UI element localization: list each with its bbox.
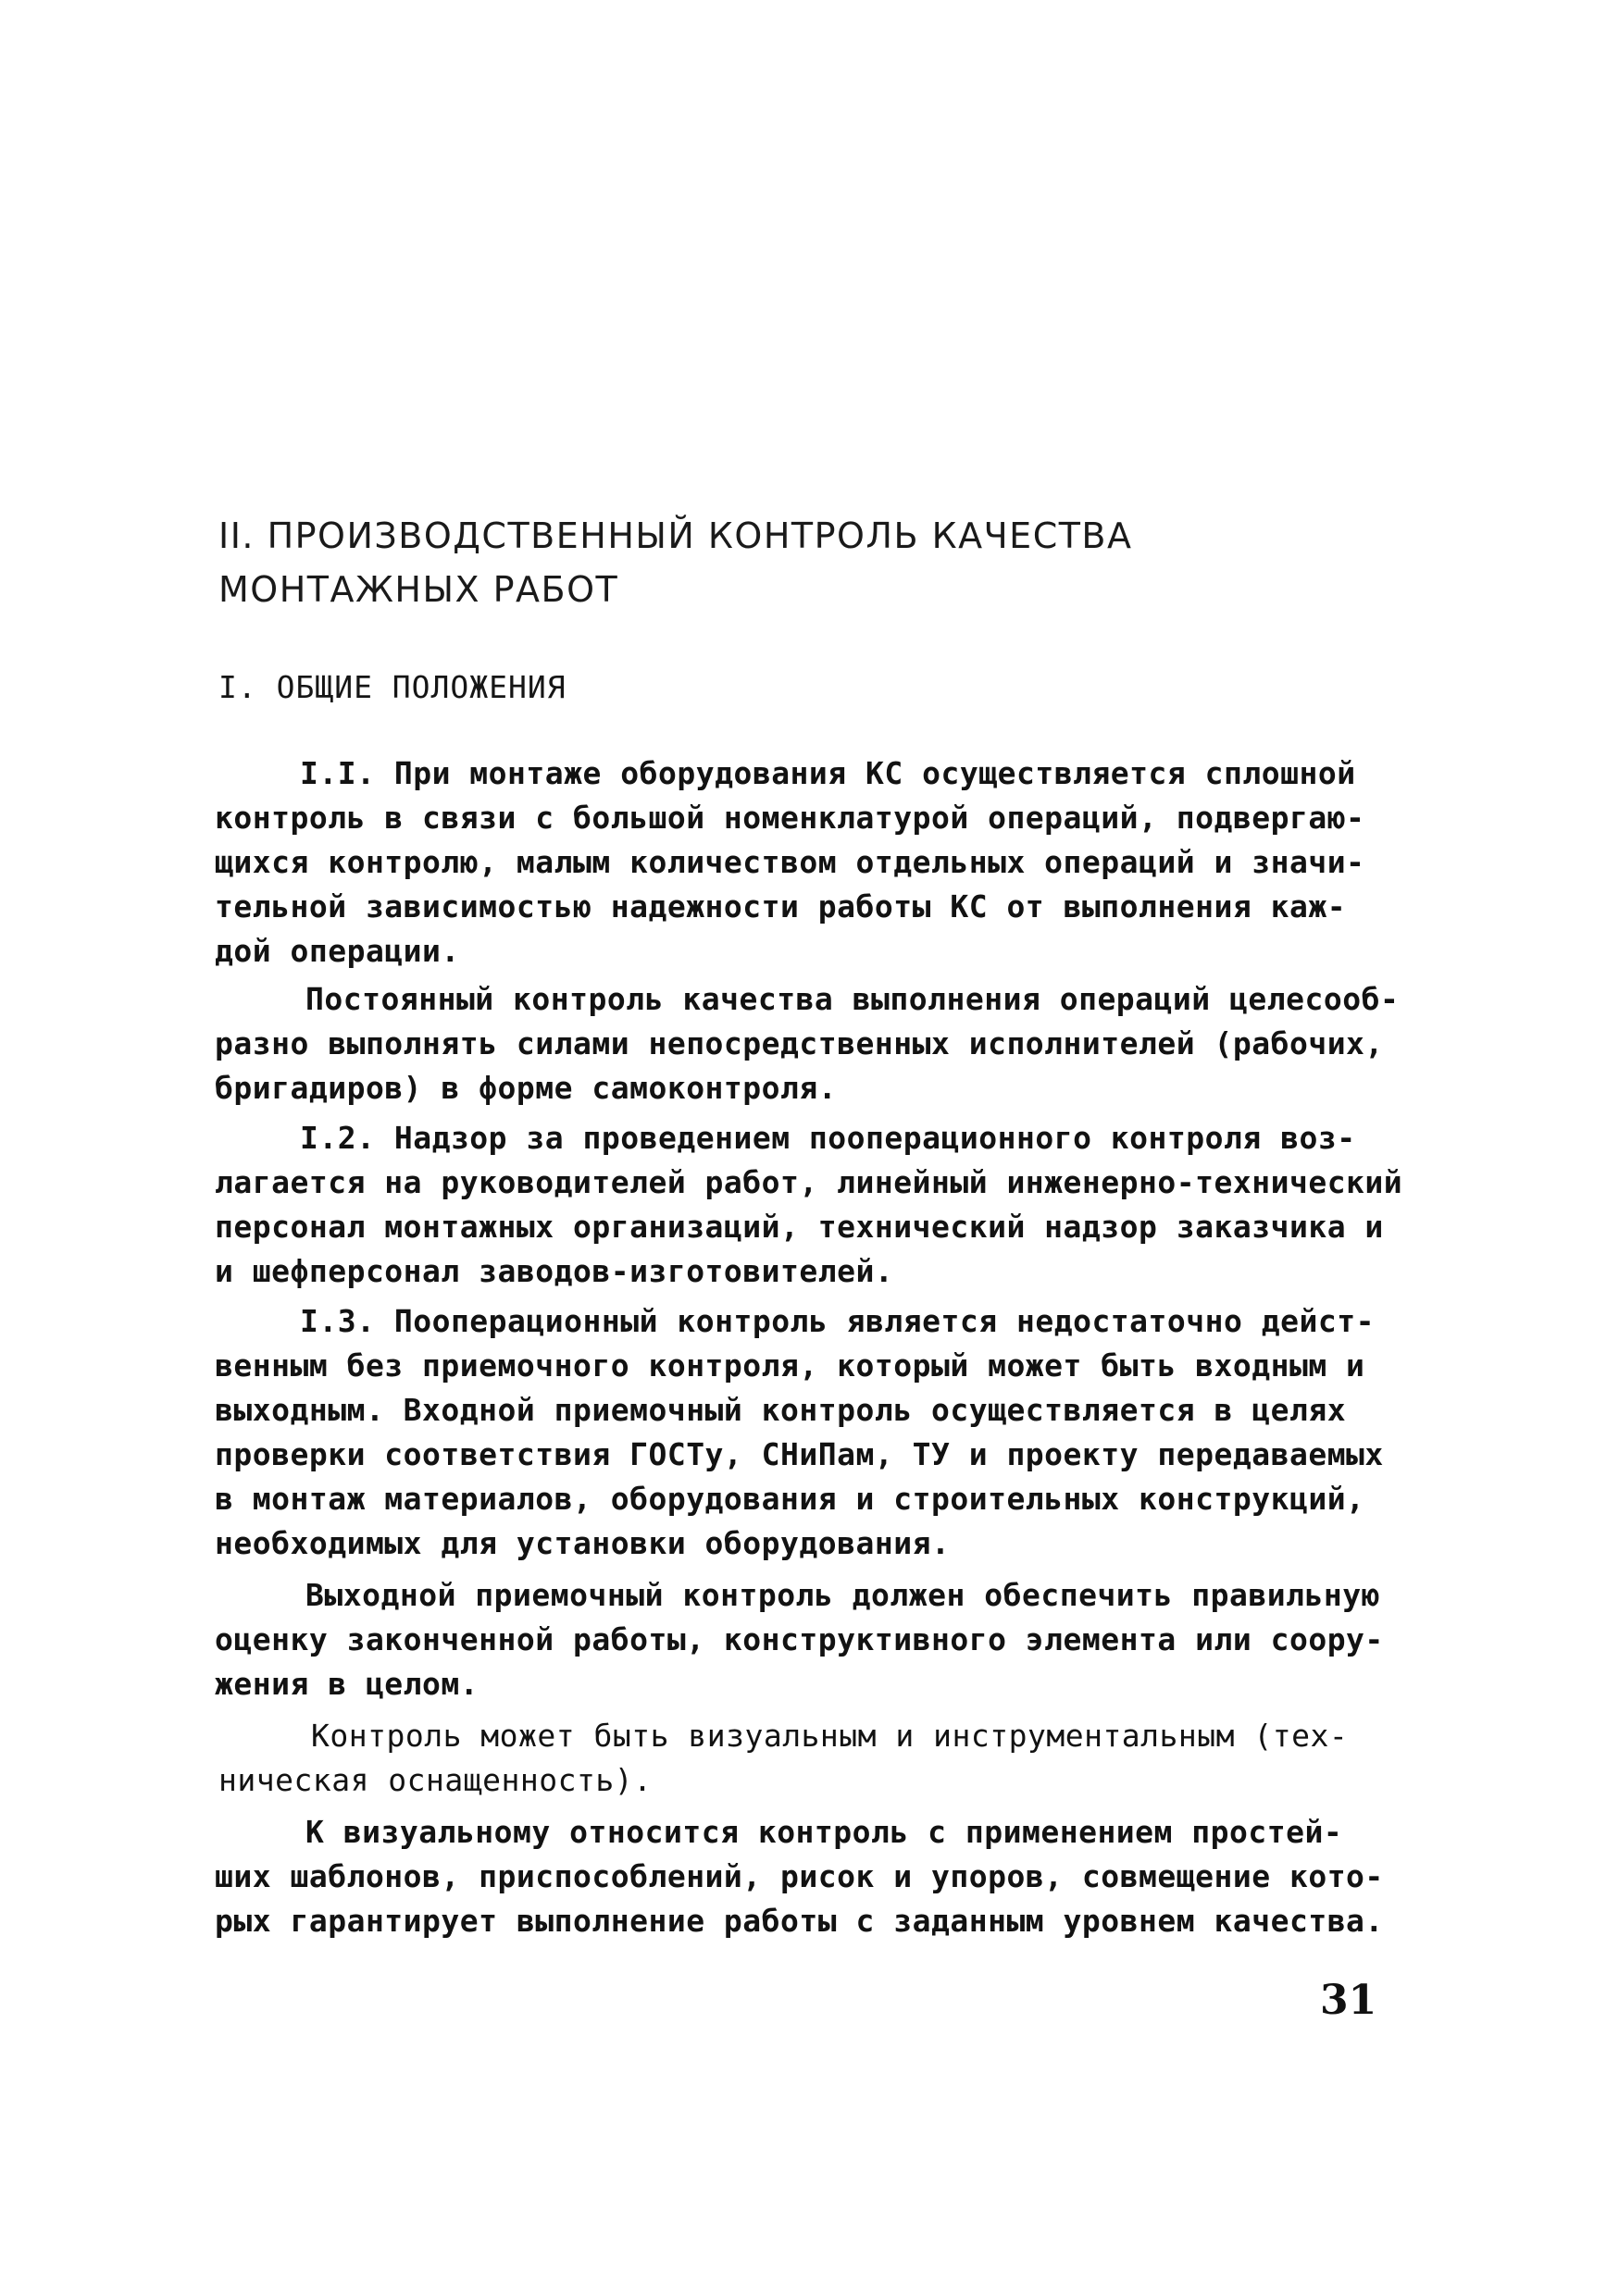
chapter-heading-line-1: II. ПРОИЗВОДСТВЕННЫЙ КОНТРОЛЬ КАЧЕСТВА: [218, 515, 1133, 556]
text-line: оценку законченной работы, конструктивного элемента или соору-: [215, 1621, 1384, 1657]
text-line: бригадиров) в форме самоконтроля.: [215, 1070, 838, 1106]
text-line: проверки соответствия ГОСТу, СНиПам, ТУ и проекту передаваемых: [215, 1436, 1384, 1472]
text-line: тельной зависимостью надежности работы КС от выполнения каж-: [215, 888, 1347, 925]
text-line: щихся контролю, малым количеством отдельных операций и значи-: [215, 844, 1365, 880]
text-line: I.3. Пооперационный контроль является недостаточно дейст-: [300, 1303, 1375, 1339]
section-title: I. ОБЩИЕ ПОЛОЖЕНИЯ: [218, 669, 567, 705]
text-line: ших шаблонов, приспособлений, рисок и упоров, совмещение кото-: [215, 1858, 1384, 1894]
text-line: Контроль может быть визуальным и инструментальным (тех-: [311, 1718, 1349, 1754]
text-line: жения в целом.: [215, 1666, 479, 1702]
text-line: выходным. Входной приемочный контроль осуществляется в целях: [215, 1392, 1347, 1428]
text-line: рых гарантирует выполнение работы с заданным уровнем качества.: [215, 1903, 1384, 1939]
text-line: К визуальному относится контроль с применением простей-: [305, 1814, 1343, 1850]
text-line: венным без приемочного контроля, который может быть входным и: [215, 1347, 1365, 1384]
text-line: в монтаж материалов, оборудования и строительных конструкций,: [215, 1481, 1365, 1517]
text-line: Постоянный контроль качества выполнения операций целесооб-: [305, 981, 1400, 1017]
text-line: ническая оснащенность).: [218, 1762, 653, 1798]
chapter-heading-line-2: МОНТАЖНЫХ РАБОТ: [218, 569, 619, 610]
text-line: разно выполнять силами непосредственных исполнителей (рабочих,: [215, 1025, 1384, 1061]
text-line: контроль в связи с большой номенклатурой операций, подвергаю-: [215, 800, 1365, 836]
text-line: Выходной приемочный контроль должен обеспечить правильную: [305, 1577, 1380, 1613]
page-number: 31: [1320, 1977, 1377, 2024]
text-line: I.I. При монтаже оборудования КС осуществляется сплошной: [300, 755, 1356, 791]
text-line: дой операции.: [215, 933, 460, 969]
text-line: I.2. Надзор за проведением пооперационного контроля воз-: [300, 1120, 1356, 1156]
text-line: необходимых для установки оборудования.: [215, 1525, 951, 1561]
text-line: и шефперсонал заводов-изготовителей.: [215, 1253, 894, 1289]
text-line: лагается на руководителей работ, линейный инженерно-технический: [215, 1164, 1403, 1200]
text-line: персонал монтажных организаций, технический надзор заказчика и: [215, 1209, 1384, 1245]
